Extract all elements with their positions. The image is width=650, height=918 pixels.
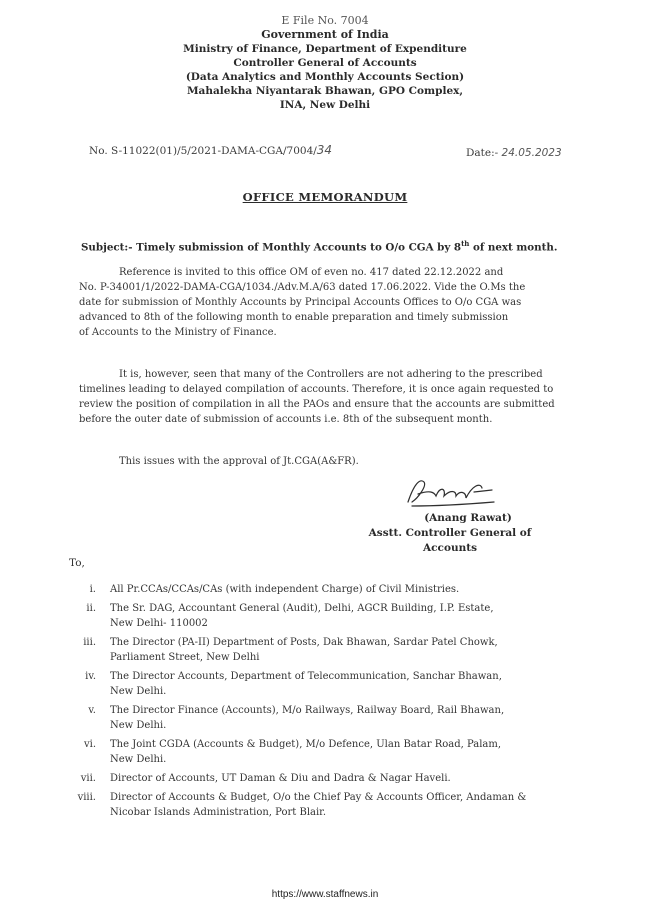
recipient-text xyxy=(110,790,566,820)
letterhead-address: Mahalekha Niyantarak Bhawan, GPO Complex, xyxy=(186,85,464,97)
recipient-number: v. xyxy=(88,705,96,716)
recipient-item xyxy=(66,582,566,597)
paragraph-reference xyxy=(79,265,551,340)
recipient-item xyxy=(66,601,566,631)
letterhead-office: Controller General of Accounts xyxy=(233,57,417,69)
letterhead-section: (Data Analytics and Monthly Accounts Section) xyxy=(185,71,465,83)
recipient-text xyxy=(110,635,566,665)
memo-number-handwritten: 34 xyxy=(316,143,333,157)
paragraph-approval: This issues with the approval of Jt.CGA(A&FR). xyxy=(119,456,359,467)
memo-date-label: Date:- xyxy=(466,147,499,159)
recipient-line: Parliament Street, New Delhi xyxy=(110,652,260,663)
recipient-line: The Director Finance (Accounts), M/o Railways, Railway Board, Rail Bhawan, xyxy=(110,705,505,716)
recipient-item xyxy=(66,737,566,767)
paragraph-line: date for submission of Monthly Accounts by Principal Accounts Offices to O/o CGA was xyxy=(79,297,522,308)
to-label: To, xyxy=(69,557,85,569)
letterhead-ministry: Ministry of Finance, Department of Expenditure xyxy=(183,43,467,55)
memo-date-value: 24.05.2023 xyxy=(501,147,562,159)
memo-date xyxy=(466,147,562,159)
recipient-number: iv. xyxy=(85,671,96,682)
memo-number xyxy=(89,143,332,157)
recipient-line: Director of Accounts & Budget, O/o the Chief Pay & Accounts Officer, Andaman & xyxy=(110,792,527,803)
signer-designation: Asstt. Controller General of Accounts xyxy=(368,527,532,554)
recipient-list xyxy=(66,582,566,824)
recipient-text xyxy=(110,601,566,631)
recipient-item xyxy=(66,771,566,786)
recipient-line: The Director (PA-II) Department of Posts, Dak Bhawan, Sardar Patel Chowk, xyxy=(110,637,498,648)
recipient-number: viii. xyxy=(77,792,96,803)
recipient-line: Director of Accounts, UT Daman & Diu and Dadra & Nagar Haveli. xyxy=(110,773,451,784)
recipient-line: All Pr.CCAs/CCAs/CAs (with independent Charge) of Civil Ministries. xyxy=(110,584,460,595)
recipient-number: vi. xyxy=(83,739,96,750)
paragraph-line: timelines leading to delayed compilation of accounts. Therefore, it is once again requested to xyxy=(79,384,554,395)
recipient-line: New Delhi- 110002 xyxy=(110,618,208,629)
recipient-item xyxy=(66,703,566,733)
recipient-item xyxy=(66,790,566,820)
recipient-item xyxy=(66,669,566,699)
paragraph-observation xyxy=(79,367,555,427)
paragraph-line: before the outer date of submission of accounts i.e. 8th of the subsequent month. xyxy=(79,414,493,425)
recipient-line: The Director Accounts, Department of Telecommunication, Sanchar Bhawan, xyxy=(110,671,502,682)
recipient-text xyxy=(110,703,566,733)
recipient-text xyxy=(110,582,566,597)
letterhead-government: Government of India xyxy=(261,28,389,41)
recipient-number: iii. xyxy=(83,637,96,648)
recipient-text xyxy=(110,771,566,786)
recipient-line: The Sr. DAG, Accountant General (Audit), Delhi, AGCR Building, I.P. Estate, xyxy=(110,603,494,614)
paragraph-line: Reference is invited to this office OM of even no. 417 dated 22.12.2022 and xyxy=(119,267,504,278)
signature-block xyxy=(350,511,550,556)
letterhead xyxy=(0,14,650,112)
recipient-item xyxy=(66,635,566,665)
recipient-line: New Delhi. xyxy=(110,720,167,731)
signer-name: (Anang Rawat) xyxy=(424,512,512,524)
recipient-text xyxy=(110,669,566,699)
recipient-text xyxy=(110,737,566,767)
memo-number-text: No. S-11022(01)/5/2021-DAMA-CGA/7004/ xyxy=(89,145,317,157)
subject-prefix: Subject:- Timely submission of Monthly Accounts to O/o CGA by 8 xyxy=(81,241,462,254)
recipient-number: ii. xyxy=(86,603,96,614)
recipient-number: i. xyxy=(89,584,96,595)
paragraph-line: It is, however, seen that many of the Controllers are not adhering to the prescribed xyxy=(119,369,543,380)
footer-url: https://www.staffnews.in xyxy=(271,889,379,900)
recipient-line: New Delhi. xyxy=(110,686,167,697)
file-number: E File No. 7004 xyxy=(281,14,369,27)
letterhead-city: INA, New Delhi xyxy=(279,99,371,111)
recipient-number: vii. xyxy=(80,773,96,784)
recipient-line: Nicobar Islands Administration, Port Blair. xyxy=(110,807,327,818)
recipient-line: The Joint CGDA (Accounts & Budget), M/o Defence, Ulan Batar Road, Palam, xyxy=(110,739,502,750)
paragraph-line: review the position of compilation in all the PAOs and ensure that the accounts are submitted xyxy=(79,399,555,410)
paragraph-line: No. P-34001/1/2022-DAMA-CGA/1034./Adv.M.A/63 dated 17.06.2022. Vide the O.Ms the xyxy=(79,282,526,293)
recipient-line: New Delhi. xyxy=(110,754,167,765)
subject-line xyxy=(81,237,561,254)
paragraph-line: of Accounts to the Ministry of Finance. xyxy=(79,327,277,338)
paragraph-line: advanced to 8th of the following month to enable preparation and timely submission xyxy=(79,312,509,323)
handwritten-signature xyxy=(400,472,500,512)
subject-superscript: th xyxy=(461,239,470,248)
memo-heading: OFFICE MEMORANDUM xyxy=(242,190,408,204)
subject-suffix: of next month. xyxy=(469,241,558,254)
